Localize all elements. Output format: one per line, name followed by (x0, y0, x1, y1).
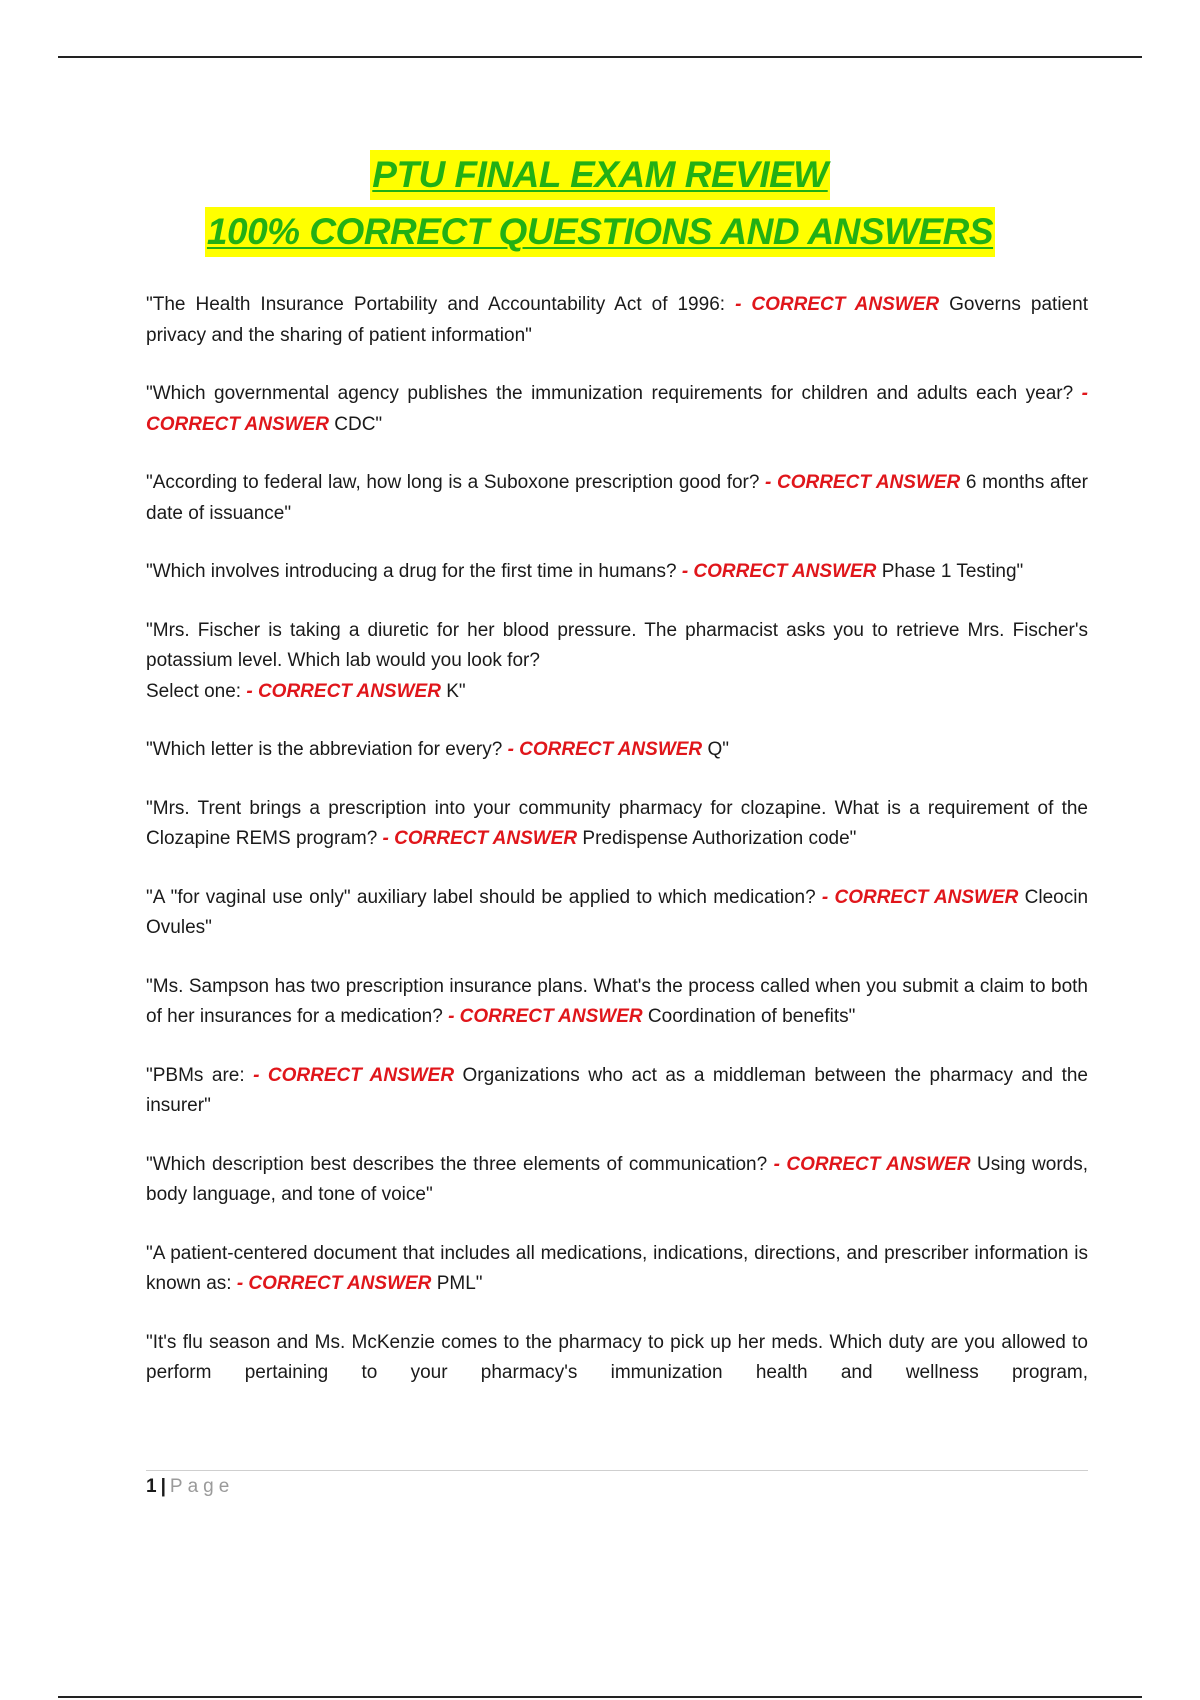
qa-item (146, 1328, 1088, 1389)
page-footer (146, 1474, 234, 1500)
qa-question: "Ms. Sampson has two prescription insurance plans. What's the process called when you submit a claim to both of her insurances for a medication? (146, 975, 1088, 1027)
qa-answer: Predispense Authorization code" (582, 828, 857, 849)
correct-answer-marker: - CORRECT ANSWER (735, 294, 940, 315)
correct-answer-marker: - CORRECT ANSWER (773, 1153, 971, 1175)
qa-question: "PBMs are: (146, 1064, 245, 1086)
correct-answer-marker: - CORRECT ANSWER (146, 383, 1088, 435)
qa-item (146, 468, 1088, 529)
qa-question: "Which involves introducing a drug for the first time in humans? (146, 561, 677, 582)
qa-item (146, 290, 1088, 351)
qa-answer: K" (446, 680, 466, 702)
qa-item (146, 557, 1088, 588)
qa-item (146, 735, 1088, 766)
correct-answer-marker: - CORRECT ANSWER (253, 1064, 455, 1086)
document-title: PTU FINAL EXAM REVIEW (370, 150, 829, 200)
qa-item (146, 1061, 1088, 1122)
qa-question: "According to federal law, how long is a Suboxone prescription good for? (146, 472, 760, 493)
bottom-rule (58, 1696, 1142, 1698)
correct-answer-marker: - CORRECT ANSWER (507, 739, 703, 760)
qa-item (146, 1150, 1088, 1211)
page-label: Page (169, 1476, 235, 1497)
qa-question: "Which letter is the abbreviation for every? (146, 739, 503, 760)
correct-answer-marker: - CORRECT ANSWER (236, 1273, 432, 1294)
qa-item (146, 794, 1088, 855)
qa-question: "A "for vaginal use only" auxiliary label should be applied to which medication? (146, 886, 816, 908)
qa-answer: Phase 1 Testing" (881, 561, 1024, 582)
qa-question: "Mrs. Fischer is taking a diuretic for her blood pressure. The pharmacist asks you to retrieve Mrs. Fischer's potassium level. Which lab would you look for? Select one: (146, 619, 1088, 702)
page-number: 1 (146, 1476, 157, 1497)
qa-item (146, 379, 1088, 440)
qa-question: "Which governmental agency publishes the immunization requirements for children and adults each year? (146, 383, 1074, 404)
qa-answer: Using words, body language, and tone of voice" (146, 1153, 1088, 1205)
footer-rule (146, 1470, 1088, 1471)
qa-answer: Q" (707, 739, 729, 760)
top-rule (58, 56, 1142, 58)
qa-item (146, 1239, 1088, 1300)
qa-answer: Coordination of benefits" (647, 1006, 856, 1027)
correct-answer-marker: - CORRECT ANSWER (448, 1006, 643, 1027)
qa-list (146, 290, 1088, 1417)
qa-answer: 6 months after date of issuance" (146, 472, 1088, 524)
qa-answer: PML" (436, 1273, 483, 1294)
page-separator: | (160, 1476, 166, 1497)
qa-question: "The Health Insurance Portability and Accountability Act of 1996: (146, 294, 726, 315)
correct-answer-marker: - CORRECT ANSWER (821, 886, 1019, 908)
qa-answer: Organizations who act as a middleman between the pharmacy and the insurer" (146, 1064, 1088, 1116)
correct-answer-marker: - CORRECT ANSWER (246, 680, 441, 702)
qa-item (146, 616, 1088, 708)
qa-answer: Cleocin Ovules" (146, 886, 1089, 938)
correct-answer-marker: - CORRECT ANSWER (681, 561, 877, 582)
qa-item (146, 972, 1088, 1033)
qa-question: "Which description best describes the three elements of communication? (146, 1153, 768, 1175)
qa-question: "A patient-centered document that includes all medications, indications, directions, and prescriber information is known as: (146, 1242, 1088, 1294)
qa-answer: CDC" (334, 413, 383, 435)
correct-answer-marker: - CORRECT ANSWER (765, 472, 961, 493)
qa-answer: Governs patient privacy and the sharing of patient information" (146, 294, 1088, 346)
qa-item (146, 883, 1088, 944)
correct-answer-marker: - CORRECT ANSWER (382, 828, 578, 849)
document-title-block (0, 150, 1200, 264)
qa-question: "Mrs. Trent brings a prescription into your community pharmacy for clozapine. What is a requirement of the Clozapine REMS program? (146, 797, 1088, 849)
document-subtitle: 100% CORRECT QUESTIONS AND ANSWERS (205, 207, 995, 257)
qa-question: "It's flu season and Ms. McKenzie comes to the pharmacy to pick up her meds. Which duty are you allowed to perform pertaining to your pharmacy's immunization health and wellness program, (146, 1331, 1088, 1383)
